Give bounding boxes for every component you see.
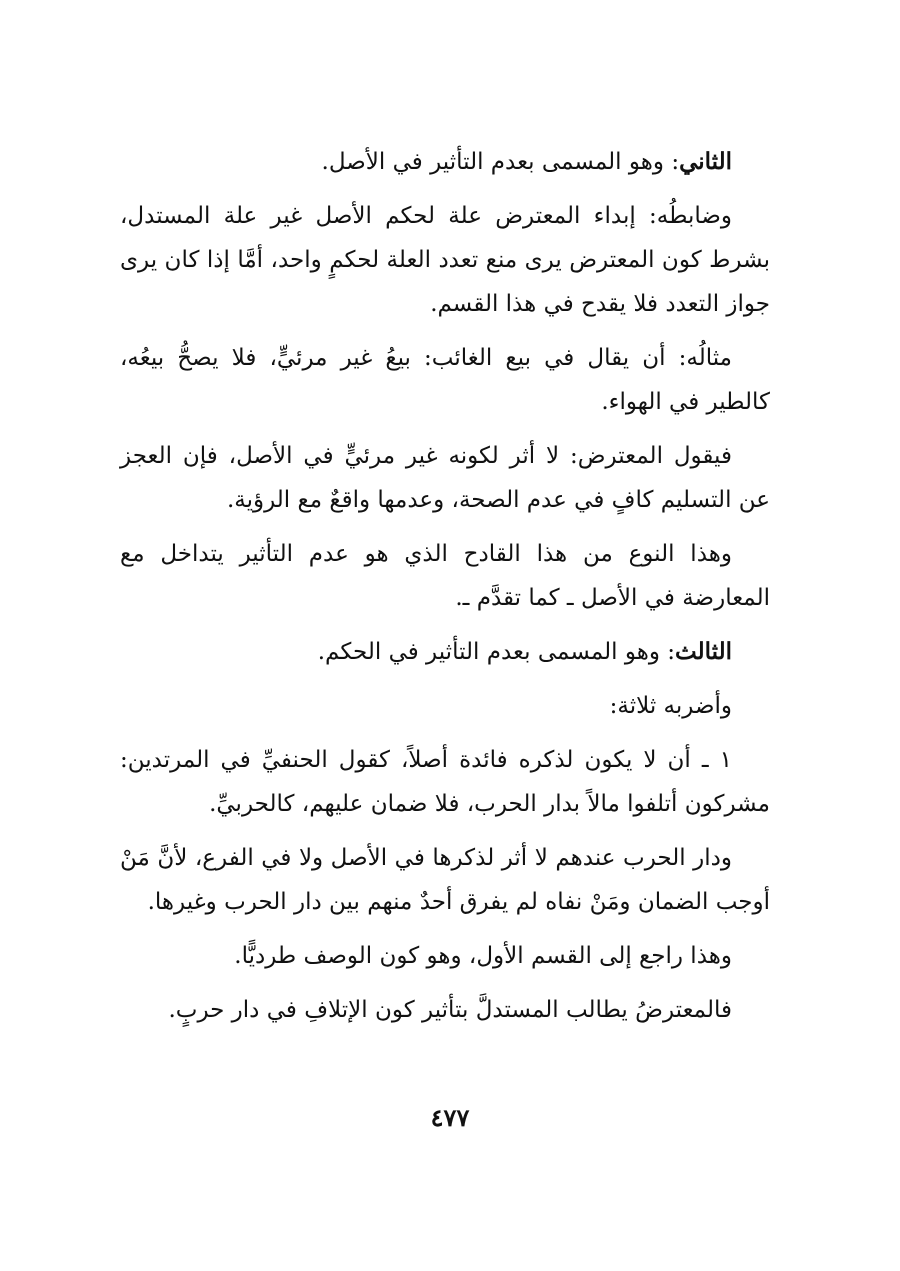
- paragraph-dar-al-harb: [120, 836, 770, 924]
- paragraph-criterion: [120, 194, 770, 326]
- paragraph-text: ١ ـ أن لا يكون لذكره فائدة أصلاً، كقول الحنفيِّ في المرتدين: مشركون أتلفوا مالاً بدار الحرب، فلا ضمان عليهم، كالحربيِّ.: [120, 747, 770, 817]
- paragraph-text: ودار الحرب عندهم لا أثر لذكرها في الأصل ولا في الفرع، لأنَّ مَنْ أوجب الضمان ومَنْ نفاه لم يفرق أحدٌ منهم بين دار الحرب وغيرها.: [120, 845, 770, 915]
- paragraph-objector-demand: [120, 988, 770, 1032]
- paragraph-text: وأضربه ثلاثة:: [609, 693, 732, 719]
- paragraph-text: وضابطُه: إبداء المعترض علة لحكم الأصل غير علة المستدل، بشرط كون المعترض يرى منع تعدد العلة لحكمٍ واحد، أمَّا إذا كان يرى جواز التعدد فلا يقدح في هذا القسم.: [120, 203, 770, 317]
- page-body: [120, 140, 770, 1042]
- paragraph-text: فالمعترضُ يطالب المستدلَّ بتأثير كون الإتلافِ في دار حربٍ.: [168, 997, 732, 1023]
- page-number: ٤٧٧: [430, 1103, 470, 1132]
- paragraph-overlap: [120, 532, 770, 620]
- paragraph-text: فيقول المعترض: لا أثر لكونه غير مرئيٍّ في الأصل، فإن العجز عن التسليم كافٍ في عدم الصحة، وعدمها واقعٌ مع الرؤية.: [120, 443, 770, 513]
- paragraph-example: [120, 336, 770, 424]
- paragraph-text: وهذا راجع إلى القسم الأول، وهو كون الوصف طرديًّا.: [234, 943, 732, 969]
- paragraph-text: مثالُه: أن يقال في بيع الغائب: بيعُ غير مرئيٍّ، فلا يصحُّ بيعُه، كالطير في الهواء.: [120, 345, 770, 415]
- paragraph-return-first: [120, 934, 770, 978]
- section-heading-second: الثاني: [679, 148, 732, 175]
- paragraph-first-kind: [120, 738, 770, 826]
- paragraph-objection: [120, 434, 770, 522]
- paragraph-text: وهذا النوع من هذا القادح الذي هو عدم التأثير يتداخل مع المعارضة في الأصل ـ كما تقدَّم ـ.: [120, 541, 770, 611]
- paragraph-second-type: [120, 140, 770, 184]
- paragraph-text: : وهو المسمى بعدم التأثير في الأصل.: [321, 149, 680, 175]
- paragraph-third-type: [120, 630, 770, 674]
- paragraph-types-count: [120, 684, 770, 728]
- section-heading-third: الثالث: [675, 638, 732, 665]
- paragraph-text: : وهو المسمى بعدم التأثير في الحكم.: [317, 639, 676, 665]
